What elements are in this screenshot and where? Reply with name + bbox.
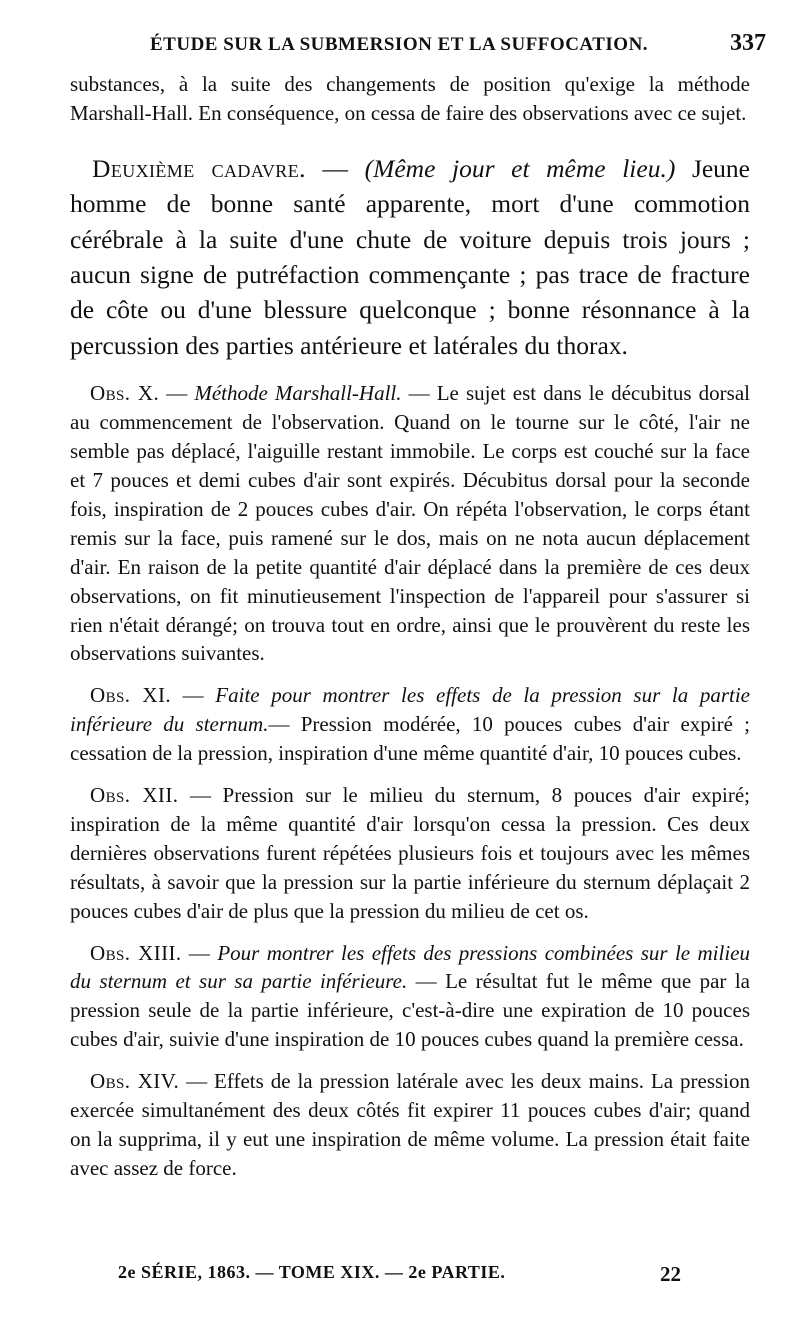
page-footer — [0, 1262, 800, 1292]
running-head: ÉTUDE SUR LA SUBMERSION ET LA SUFFOCATION. — [150, 34, 649, 55]
separator: — — [181, 940, 218, 965]
paragraph-deuxieme-cadavre — [70, 151, 750, 363]
separator: — — [171, 683, 216, 708]
paragraph-text: Jeune homme de bonne santé apparente, mort d'une commotion cérébrale à la suite d'une chute de voiture depuis trois jours ; aucun signe de putréfaction commençante ; pas trace de fracture de côte ou d'une blessure quelconque ; bonne résonnance à la percussion des parties antérieure et latérales du thorax. — [70, 153, 750, 360]
observation-text: — Le sujet est dans le décubitus dorsal au commencement de l'observation. Quand on le tourne sur le côté, l'air ne semble pas déplacé, l'aiguille restant immobile. Le corps est couché sur la face et 7 pouces et demi cubes d'air sont expirés. Décubitus dorsal pour la seconde fois, inspiration de 2 pouces cubes d'air. On répéta l'observation, le corps étant remis sur la face, puis ramené sur le dos, mais on ne nota aucun déplacement d'air. En raison de la petite quantité d'air déplacé dans la première de ces deux observations, on fit minutieusement l'inspection de l'appareil pour s'assurer si rien n'était dérangé; on trouva tout en ordre, ainsi que le prouvèrent du reste les observations suivantes. — [70, 381, 750, 666]
observation-label: Obs. XII. — [90, 783, 179, 808]
page-number: 337 — [730, 30, 766, 56]
page-body — [70, 70, 750, 1183]
observation-text: — Effets de la pression latérale avec les deux mains. La pression exercée simultanément des deux côtés fit expirer 11 pouces cubes d'air; quand on la supprima, il y eut une inspiration de même volume. La pression était faite avec assez de force. — [70, 1069, 750, 1180]
observation-label: Obs. XIII. — [90, 940, 182, 965]
observation-label: Obs. XI. — [90, 683, 172, 708]
observation-text: — Pression modérée, 10 pouces cubes d'air expiré ; cessation de la pression, inspiration d'une même quantité d'air, 10 pouces cubes. — [70, 712, 751, 766]
observation-13 — [70, 939, 750, 1055]
observation-12 — [70, 781, 750, 926]
observation-14 — [70, 1067, 750, 1183]
observation-title: Faite pour montrer les effets de la pression sur la partie inférieure du sternum. — [70, 683, 751, 737]
separator: — — [159, 381, 195, 406]
page-header — [0, 30, 800, 70]
observation-label: Obs. X. — [90, 381, 160, 406]
observation-label: Obs. XIV. — [90, 1069, 180, 1094]
signature-mark: 22 — [660, 1262, 681, 1286]
observation-text: — Pression sur le milieu du sternum, 8 pouces d'air expiré; inspiration de la même quantité d'air lorsqu'on cessa la pression. Ces deux dernières observations furent répétées plusieurs fois et toujours avec les mêmes résultats, à savoir que la pression sur la partie inférieure du sternum déplaçait 2 pouces cubes d'air de plus que la pression du milieu de cet os. — [70, 783, 750, 923]
separator: — — [305, 153, 365, 183]
observation-10 — [70, 379, 750, 668]
observation-title: Méthode Marshall-Hall. — [194, 381, 402, 406]
observation-title: Pour montrer les effets des pressions combinées sur le milieu du sternum et sur sa partie inférieure. — [70, 940, 750, 994]
section-heading: Deuxième cadavre. — [92, 153, 306, 183]
italic-note: (Même jour et même lieu.) — [364, 153, 676, 183]
observation-text: — Le résultat fut le même que par la pression seule de la partie inférieure, c'est-à-dire une expiration de 10 pouces cubes d'air, suivie d'une inspiration de 10 pouces cubes quand la première cessa. — [70, 969, 750, 1052]
series-line: 2e SÉRIE, 1863. — TOME XIX. — 2e PARTIE. — [118, 1262, 506, 1282]
paragraph-continuation: substances, à la suite des changements de position qu'exige la méthode Marshall-Hall. En conséquence, on cessa de faire des observations avec ce sujet. — [70, 72, 750, 126]
observation-11 — [70, 681, 750, 768]
